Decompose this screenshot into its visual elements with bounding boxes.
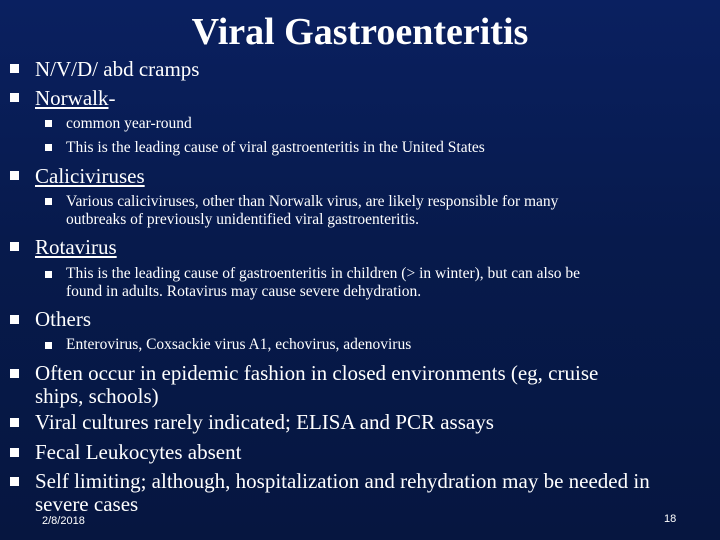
bullet-square-icon (10, 242, 19, 251)
footer-date: 2/8/2018 (42, 515, 85, 527)
item-others: Others (35, 307, 91, 331)
item-rota-sub-line1: This is the leading cause of gastroenteritis in children (> in winter), but can also be (66, 265, 581, 282)
sub-bullet-square-icon (45, 198, 52, 205)
item-selflimiting-line1: Self limiting; although, hospitalization and rehydration may be needed in (35, 469, 650, 493)
bullet-square-icon (10, 315, 19, 324)
bullet-square-icon (10, 64, 19, 73)
bullet-square-icon (10, 448, 19, 457)
item-epidemic-line2: ships, schools) (35, 384, 159, 408)
item-calici-sub-line1: Various caliciviruses, other than Norwalk virus, are likely responsible for many (66, 193, 559, 210)
item-norwalk-sub1: common year-round (66, 115, 192, 132)
bullet-square-icon (10, 418, 19, 427)
item-norwalk-sub2: This is the leading cause of viral gastroenteritis in the United States (66, 139, 485, 156)
slide-number: 18 (664, 513, 677, 525)
item-calici: Caliciviruses (35, 164, 145, 188)
item-nvd: N/V/D/ abd cramps (35, 57, 200, 81)
item-cultures: Viral cultures rarely indicated; ELISA and PCR assays (35, 410, 494, 434)
item-calici-sub-line2: outbreaks of previously unidentified viral gastroenteritis. (66, 211, 419, 228)
item-others-sub: Enterovirus, Coxsackie virus A1, echovirus, adenovirus (66, 336, 412, 353)
sub-bullet-square-icon (45, 120, 52, 127)
sub-bullet-square-icon (45, 342, 52, 349)
item-rota-sub-line2: found in adults. Rotavirus may cause severe dehydration. (66, 283, 422, 300)
bullet-square-icon (10, 93, 19, 102)
item-norwalk (35, 86, 115, 110)
sub-bullet-square-icon (45, 144, 52, 151)
sub-bullet-square-icon (45, 271, 52, 278)
item-rota: Rotavirus (35, 235, 117, 259)
bullet-square-icon (10, 171, 19, 180)
bullet-square-icon (10, 369, 19, 378)
item-epidemic-line1: Often occur in epidemic fashion in closed environments (eg, cruise (35, 361, 599, 385)
norwalk-suffix: - (108, 86, 116, 110)
norwalk-label: Norwalk (35, 86, 109, 110)
item-leukocytes: Fecal Leukocytes absent (35, 440, 242, 464)
slide-title: Viral Gastroenteritis (191, 11, 529, 53)
bullet-square-icon (10, 477, 19, 486)
item-selflimiting-line2: severe cases (35, 492, 139, 516)
